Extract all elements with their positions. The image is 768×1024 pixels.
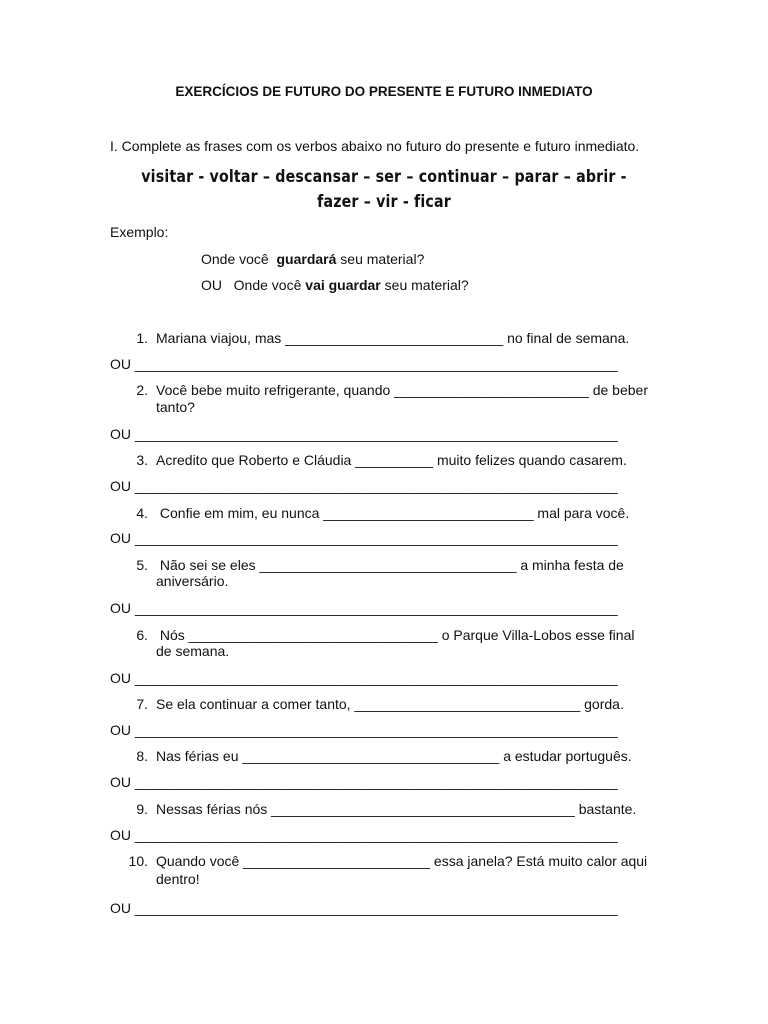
ou-answer-line[interactable]: OU ______________________________________________________________ [110, 478, 618, 494]
question-text: Nas férias eu _________________________________ a estudar português. [156, 748, 632, 764]
question-text: Acredito que Roberto e Cláudia __________ muito felizes quando casarem. [156, 452, 627, 468]
ou-answer-line[interactable]: OU ______________________________________________________________ [110, 722, 618, 738]
question-number: 4. [136, 505, 148, 521]
ou-answer-line[interactable]: OU ______________________________________________________________ [110, 900, 618, 916]
question-text: Mariana viajou, mas ____________________________ no final de semana. [156, 330, 630, 346]
worksheet-title: EXERCÍCIOS DE FUTURO DO PRESENTE E FUTURO INMEDIATO [175, 84, 593, 99]
ou-answer-line[interactable]: OU ______________________________________________________________ [110, 774, 618, 790]
example-line-1-pre: Onde você [201, 251, 277, 267]
question-number: 5. [136, 557, 148, 573]
example-line-2-pre: OU Onde você [201, 277, 306, 293]
question-number: 3. [136, 452, 148, 468]
question-number: 8. [136, 748, 148, 764]
question-number: 9. [136, 801, 148, 817]
question-number: 1. [136, 330, 148, 346]
question-text: Não sei se eles _________________________________ a minha festa de [156, 557, 624, 573]
ou-answer-line[interactable]: OU ______________________________________________________________ [110, 426, 618, 442]
ou-answer-line[interactable]: OU ______________________________________________________________ [110, 530, 618, 546]
question-number: 2. [136, 382, 148, 398]
question-number: 6. [136, 627, 148, 643]
ou-answer-line[interactable]: OU ______________________________________________________________ [110, 827, 618, 843]
example-line-2-post: seu material? [380, 277, 469, 293]
question-text: Se ela continuar a comer tanto, _____________________________ gorda. [156, 696, 624, 712]
question-text: Quando você ________________________ essa janela? Está muito calor aqui [156, 853, 648, 869]
question-text: Nessas férias nós _______________________________________ bastante. [156, 801, 637, 817]
question-text: Nós ________________________________ o Parque Villa-Lobos esse final [156, 627, 635, 643]
question-text-continued: tanto? [156, 399, 195, 415]
instruction-text: I. Complete as frases com os verbos abaixo no futuro do presente e futuro inmediato. [110, 138, 640, 154]
ou-answer-line[interactable]: OU ______________________________________________________________ [110, 356, 618, 372]
question-text-continued: aniversário. [156, 573, 229, 589]
example-line-1 [201, 251, 424, 267]
example-label: Exemplo: [110, 224, 169, 240]
question-text: Você bebe muito refrigerante, quando _________________________ de beber [156, 382, 648, 398]
example-line-1-post: seu material? [336, 251, 425, 267]
question-text: Confie em mim, eu nunca ___________________________ mal para você. [156, 505, 630, 521]
question-text-continued: dentro! [156, 871, 200, 887]
ou-answer-line[interactable]: OU ______________________________________________________________ [110, 600, 618, 616]
example-line-2 [201, 277, 469, 293]
ou-answer-line[interactable]: OU ______________________________________________________________ [110, 670, 618, 686]
question-number: 10. [128, 853, 148, 869]
example-line-2-verb: vai guardar [305, 277, 381, 293]
verb-list: visitar - voltar – descansar – ser – continuar – parar – abrir - fazer – vir - ficar [141, 167, 627, 211]
question-number: 7. [136, 696, 148, 712]
question-text-continued: de semana. [156, 643, 230, 659]
example-line-1-verb: guardará [276, 251, 337, 267]
